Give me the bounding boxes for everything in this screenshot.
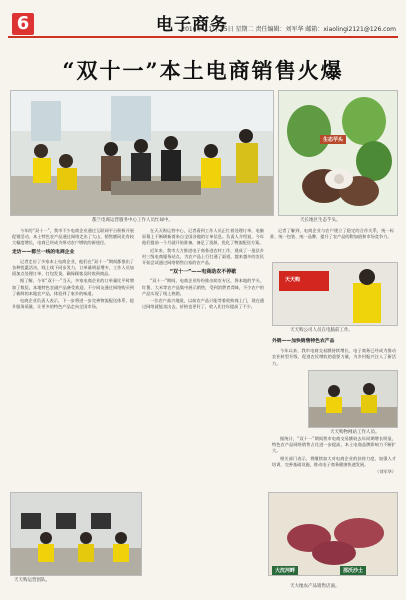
article-column-3-lower bbox=[272, 436, 396, 496]
operations-team-photo bbox=[10, 492, 142, 576]
sweet-potato-photo bbox=[268, 492, 398, 576]
bottom-right-brand-label: 那沃沙土 bbox=[340, 566, 366, 575]
website-staff-graphic bbox=[309, 371, 397, 427]
page-header bbox=[8, 6, 398, 36]
operations-team-graphic bbox=[11, 493, 141, 575]
article-paragraph: 电商企业负责人表示，下一步将进一步完善物流配送体系，提升服务质量，让更多的特色产品走向全国市场。 bbox=[12, 298, 134, 310]
article-paragraph: 一位农户高兴地说，以前农产品只能等着收购商上门，现在通过网络就能卖出去，价格也更好了，收入比往年提高了不少。 bbox=[142, 298, 264, 310]
article-paragraph: 记者走访了多家本土电商企业，他们在“双十一”期间都推出了各种优惠活动，线上线下同步发力，订单量明显增多，工作人员加班加点处理订单、打包发货，确保顾客及时收到商品。 bbox=[12, 258, 134, 277]
article-paragraph: 近年来，我市大力推进电子商务进农村工作，建成了一批县乡村三级电商服务站点，为农产品上行打通了渠道，越来越多的农民开始尝试通过网络销售自家的农产品。 bbox=[142, 247, 264, 266]
headline: “双十一”本土电商销售火爆 bbox=[62, 58, 344, 83]
office-photo-caption: 都兰电商运营服务中心工作人员忙碌中。 bbox=[92, 218, 173, 223]
bottom-left-brand-label: 大沈河畔 bbox=[272, 566, 298, 575]
sweet-potato-caption: 天大地农产品销售店面。 bbox=[290, 584, 340, 589]
office-photo-graphic bbox=[11, 91, 273, 215]
article-column-1 bbox=[12, 228, 134, 490]
taro-photo-caption: 天长地区生态芋头。 bbox=[300, 218, 341, 223]
header-divider bbox=[8, 36, 398, 38]
website-staff-photo bbox=[308, 370, 398, 428]
article-paragraph: 据了解，今年“双十一”当天，多家电商企业的订单量比平时增加了数倍，本地特色农副产品备受欢迎，不少网友通过网络购买到了新鲜的本地农产品，体验到了家乡的味道。 bbox=[12, 278, 134, 296]
tianmai-photo bbox=[272, 262, 398, 326]
section-title: 电子商务 bbox=[156, 15, 228, 35]
office-workers-photo bbox=[10, 90, 274, 216]
article-column-3-block bbox=[270, 228, 394, 258]
article-byline: （刘军华） bbox=[375, 469, 396, 475]
article-paragraph: 今年以来，我市电商交易额持续增长，电子商务已经成为推动农业转型升级、促进农民增收的重要力量，为乡村振兴注入了新活力。 bbox=[272, 348, 396, 366]
subhead-double-eleven: “双十一”——电商助农不停歇 bbox=[169, 269, 237, 276]
article-paragraph: 记者了解到，电商企业与农户建立了稳定的合作关系，统一标准、统一包装、统一品牌，提升了农产品的附加值和市场竞争力。 bbox=[270, 228, 394, 240]
taro-brand-label: 生态芋头 bbox=[320, 135, 346, 144]
page-number: 6 bbox=[12, 13, 34, 35]
subhead-export: 外销——加快销售特色农产品 bbox=[272, 339, 335, 344]
article-paragraph: “双十一”期间，电商企业纷纷推出助农专区，将本地的芋头、红薯、大米等农产品集中展示销售，受到消费者青睐，不少农户的产品实现了线上热销。 bbox=[142, 278, 264, 296]
website-staff-caption: 天天购物网站工作人员。 bbox=[330, 430, 380, 435]
subhead-visit: 走访——都兰一线的电商企业 bbox=[12, 249, 75, 255]
issue-info: 2016年 11月 15日 星期二 责任编辑：刘军华 邮箱：xiaolingi2121@126.com bbox=[181, 26, 396, 33]
taro-photo bbox=[278, 90, 398, 216]
taro-graphic bbox=[279, 91, 397, 215]
sweet-potato-graphic bbox=[269, 493, 397, 575]
operations-team-caption: 天天购运营团队。 bbox=[14, 578, 50, 583]
article-paragraph: 据统计，“双十一”期间我市电商交易额较去年同期增长明显，特色农产品网络销售占比进一步提高，本土电商品牌影响力不断扩大。 bbox=[272, 436, 396, 454]
tianmai-caption: 天天购公司人员在电脑前工作。 bbox=[290, 328, 353, 333]
article-paragraph: 相关部门表示，将继续加大对电商企业的扶持力度，加强人才培训，完善基础设施，推动电子商务健康快速发展。 bbox=[272, 455, 396, 467]
tianmai-graphic bbox=[273, 263, 397, 325]
tianmai-logo-label: 天天购 bbox=[282, 275, 303, 284]
article-column-2 bbox=[142, 228, 264, 588]
article-paragraph: 今年的“双十一”，我市不少电商企业通过互联网平台积极开展促销活动，本土特色农产品通过网络走出了大山，销售额同比有较大幅度增长，电商已经成为带动农户增收的新途径。 bbox=[12, 228, 134, 246]
article-paragraph: 在天天购运营中心，记者看到工作人员正忙着处理订单，电脑屏幕上不断刷新着来自全国各地的订单信息。负责人介绍说，今年他们提前一个月就开始准备，备足了货源，优化了物流配送方案。 bbox=[142, 228, 264, 246]
